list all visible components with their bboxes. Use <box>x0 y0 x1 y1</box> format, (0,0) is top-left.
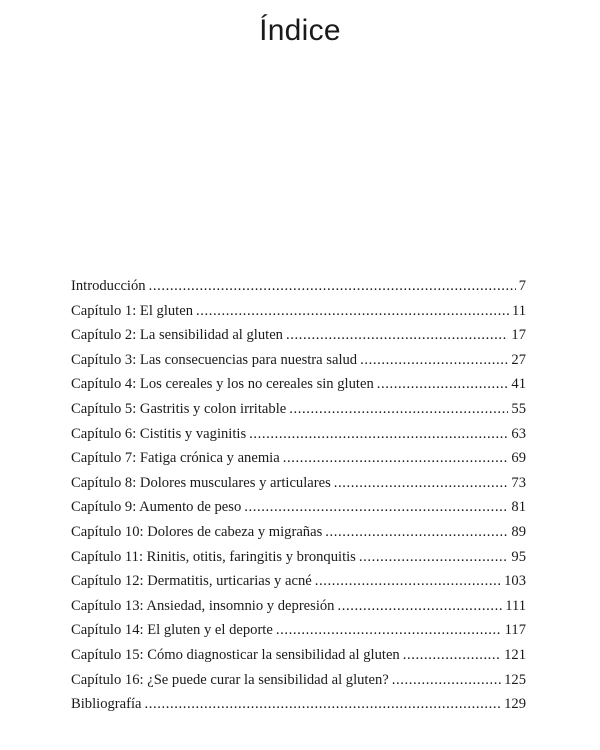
toc-entry[interactable] <box>71 643 526 668</box>
toc-entry-label: Bibliografía <box>71 696 142 713</box>
toc-entry-leader <box>283 446 509 471</box>
toc-entry-label: Capítulo 15: Cómo diagnosticar la sensibilidad al gluten <box>71 646 400 663</box>
toc-entry-leader <box>334 471 509 496</box>
toc-entry[interactable] <box>71 692 526 717</box>
toc-entry-page-number: 81 <box>511 499 526 516</box>
toc-entry-leader <box>315 569 501 594</box>
toc-entry-leader <box>392 668 501 693</box>
toc-entry-leader <box>244 495 508 520</box>
toc-entry-page-number: 27 <box>511 351 526 368</box>
toc-entry[interactable] <box>71 348 526 373</box>
toc-entry-page-number: 121 <box>504 646 526 663</box>
toc-entry-label: Capítulo 11: Rinitis, otitis, faringitis y bronquitis <box>71 548 356 565</box>
toc-entry-page-number: 117 <box>504 622 526 639</box>
toc-entry[interactable] <box>71 422 526 447</box>
toc-entry-label: Capítulo 8: Dolores musculares y articulares <box>71 474 331 491</box>
toc-entry[interactable] <box>71 299 526 324</box>
toc-entry-page-number: 73 <box>511 474 526 491</box>
page-title: Índice <box>259 14 341 47</box>
toc-entry-page-number: 129 <box>504 696 526 713</box>
toc-entry-leader <box>286 323 508 348</box>
toc-entry-label: Introducción <box>71 278 146 294</box>
toc-entry-leader <box>276 618 502 643</box>
toc-entry-page-number: 69 <box>511 450 526 467</box>
toc-entry-leader <box>359 545 509 570</box>
table-of-contents <box>71 274 526 717</box>
toc-entry-page-number: 95 <box>511 548 526 565</box>
toc-entry-page-number: 41 <box>511 376 526 393</box>
toc-entry[interactable] <box>71 274 526 299</box>
toc-entry[interactable] <box>71 668 526 693</box>
toc-entry[interactable] <box>71 545 526 570</box>
toc-entry-label: Capítulo 3: Las consecuencias para nuestra salud <box>71 351 358 368</box>
toc-entry[interactable] <box>71 446 526 471</box>
toc-entry-label: Capítulo 14: El gluten y el deporte <box>71 622 273 639</box>
toc-entry-page-number: 125 <box>504 671 526 688</box>
toc-entry-label: Capítulo 4: Los cereales y los no cereales sin gluten <box>71 376 374 393</box>
toc-entry-leader <box>249 422 508 447</box>
toc-entry-leader <box>360 348 508 373</box>
toc-entry-page-number: 17 <box>511 327 526 344</box>
toc-entry-page-number: 89 <box>511 523 526 540</box>
toc-entry[interactable] <box>71 471 526 496</box>
toc-entry[interactable] <box>71 520 526 545</box>
toc-entry-label: Capítulo 1: El gluten <box>71 302 194 319</box>
toc-entry[interactable] <box>71 372 526 397</box>
toc-entry-leader <box>377 372 509 397</box>
toc-entry-page-number: 63 <box>511 425 526 442</box>
toc-entry-leader <box>337 594 502 619</box>
toc-entry-label: Capítulo 13: Ansiedad, insomnio y depresión <box>71 597 335 614</box>
toc-entry-leader <box>403 643 501 668</box>
toc-entry[interactable] <box>71 397 526 422</box>
toc-entry[interactable] <box>71 495 526 520</box>
toc-entry-page-number: 103 <box>504 573 526 590</box>
toc-entry-page-number: 11 <box>511 302 526 319</box>
toc-entry-page-number: 55 <box>511 400 526 417</box>
toc-entry-label: Capítulo 7: Fatiga crónica y anemia <box>71 450 280 467</box>
toc-entry[interactable] <box>71 569 526 594</box>
toc-entry-label: Capítulo 6: Cistitis y vaginitis <box>71 425 247 442</box>
toc-entry-leader <box>325 520 508 545</box>
toc-entry-leader <box>289 397 508 422</box>
toc-entry[interactable] <box>71 594 526 619</box>
toc-entry-page-number: 7 <box>518 278 526 294</box>
toc-entry-leader <box>149 274 516 299</box>
toc-entry-leader <box>145 692 502 717</box>
toc-entry-page-number: 111 <box>505 597 526 614</box>
toc-entry-leader <box>196 299 509 324</box>
toc-entry-label: Capítulo 2: La sensibilidad al gluten <box>71 327 283 344</box>
toc-entry-label: Capítulo 16: ¿Se puede curar la sensibilidad al gluten? <box>71 671 389 688</box>
toc-entry-label: Capítulo 10: Dolores de cabeza y migrañas <box>71 523 323 540</box>
toc-entry-label: Capítulo 9: Aumento de peso <box>71 499 242 516</box>
toc-entry-label: Capítulo 5: Gastritis y colon irritable <box>71 400 287 417</box>
toc-entry-label: Capítulo 12: Dermatitis, urticarias y acné <box>71 573 312 590</box>
toc-entry[interactable] <box>71 323 526 348</box>
toc-entry[interactable] <box>71 618 526 643</box>
